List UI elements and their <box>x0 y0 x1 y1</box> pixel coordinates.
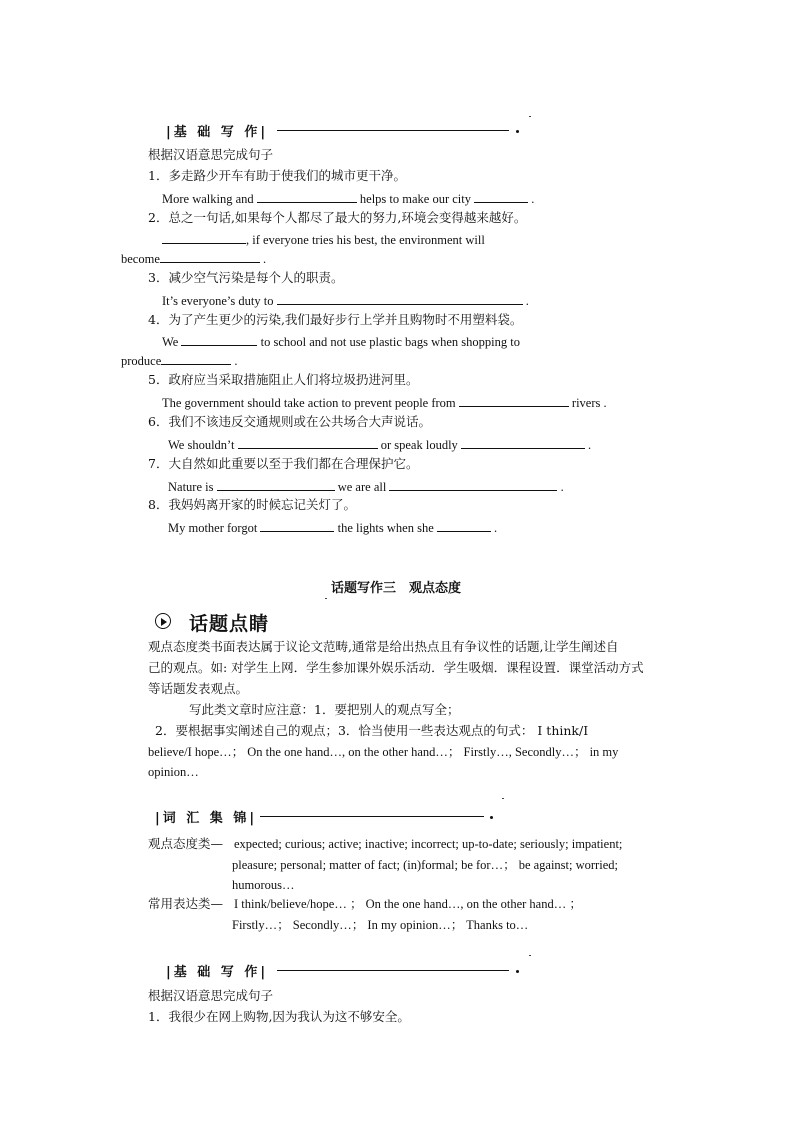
item-1-text-b: helps to make our city <box>359 192 471 206</box>
item-2-chinese: 2．总之一句话,如果每个人都尽了最大的努力,环境会变得越来越好。 <box>148 210 527 225</box>
topic-focus-header: 话题点睛 <box>189 613 270 635</box>
item-2-text-b: become <box>121 252 160 266</box>
item-4-chinese: 4．为了产生更少的污染,我们最好步行上学并且购物时不用塑料袋。 <box>148 312 523 327</box>
page-mark <box>325 598 327 599</box>
vocab-row-2-line-2: Firstly…； Secondly…； In my opinion…； Thanks to… <box>232 918 529 932</box>
vocab-row-1-line-1: expected; curious; active; inactive; incorrect; up-to-date; seriously; impatient; <box>234 837 623 851</box>
focus-paragraph-1-line-2: 己的观点。如: 对学生上网．学生参加课外娱乐活动．学生吸烟．课程设置．课堂活动方式 <box>148 660 644 675</box>
item-6-blank-2[interactable] <box>461 436 585 449</box>
section-header-basic-writing: |基 础 写 作| <box>166 125 269 140</box>
focus-paragraph-1-line-3: 等话题发表观点。 <box>148 681 249 696</box>
item-1-chinese: 1．多走路少开车有助于使我们的城市更干净。 <box>148 168 406 183</box>
page-mark <box>529 955 531 956</box>
item-6-blank-1[interactable] <box>238 436 378 449</box>
page-mark <box>529 116 531 117</box>
item-7-chinese: 7．大自然如此重要以至于我们都在合理保护它。 <box>148 456 419 471</box>
item-1-blank-2[interactable] <box>474 190 528 203</box>
item-5-blank-1[interactable] <box>459 394 569 407</box>
item-8-text-b: the lights when she <box>337 521 434 535</box>
focus-paragraph-2-line-4: opinion… <box>148 765 199 779</box>
item-5-text-a: The government should take action to prevent people from <box>162 396 456 410</box>
rule-dot <box>490 816 493 819</box>
item-2-english <box>162 231 485 248</box>
vocab-row-1-line-2: pleasure; personal; matter of fact; (in)formal; be for…； be against; worried; <box>232 858 618 872</box>
item-6-text-a: We shouldn’t <box>168 438 235 452</box>
item-8-text-a: My mother forgot <box>168 521 258 535</box>
section-rule <box>277 130 509 131</box>
item-2-english-cont: become . <box>121 252 267 266</box>
focus-paragraph-2-line-1: 写此类文章时应注意：1．要把别人的观点写全； <box>189 702 460 717</box>
item-7-text-a: Nature is <box>168 480 214 494</box>
vocab-row-2-label: 常用表达类— <box>148 896 224 911</box>
section-2-item-1-chinese: 1．我很少在网上购物,因为我认为这不够安全。 <box>148 1009 410 1024</box>
vocab-row-1-label: 观点态度类— <box>148 836 224 851</box>
item-5-english: The government should take action to prevent people from rivers . <box>162 396 607 410</box>
section-header-vocabulary: |词 汇 集 锦| <box>155 811 258 826</box>
vocab-row-2-line-1: I think/believe/hope… ； On the one hand…, on the other hand… ； <box>234 897 582 911</box>
item-6-chinese: 6．我们不该违反交通规则或在公共场合大声说话。 <box>148 414 431 429</box>
item-6-english: We shouldn’t or speak loudly . <box>168 438 592 452</box>
item-7-text-b: we are all <box>337 480 387 494</box>
item-4-text-c: produce <box>121 354 162 368</box>
item-2-blank-1[interactable] <box>162 231 246 244</box>
focus-paragraph-2-line-2: 2．要根据事实阐述自己的观点；3．恰当使用一些表达观点的句式： I think/I <box>155 723 589 738</box>
section-rule <box>260 816 484 817</box>
rule-dot <box>516 130 519 133</box>
play-circle-icon <box>155 613 171 629</box>
item-1-english: More walking and helps to make our city . <box>162 192 535 206</box>
item-8-blank-1[interactable] <box>260 519 334 532</box>
item-4-english-cont: produce . <box>121 354 238 368</box>
section-header-basic-writing-2: |基 础 写 作| <box>166 965 269 980</box>
vocab-row-1-line-3: humorous… <box>232 878 295 892</box>
item-5-text-b: rivers <box>571 396 601 410</box>
focus-paragraph-2-line-3: believe/I hope…； On the one hand…, on the other hand…； Firstly…, Secondly…； in my <box>148 745 619 759</box>
item-1-blank-1[interactable] <box>257 190 357 203</box>
item-7-blank-2[interactable] <box>389 478 557 491</box>
item-7-english: Nature is we are all . <box>168 480 564 494</box>
item-5-chinese: 5．政府应当采取措施阻止人们将垃圾扔进河里。 <box>148 372 419 387</box>
item-8-chinese: 8．我妈妈离开家的时候忘记关灯了。 <box>148 497 356 512</box>
instruction: 根据汉语意思完成句子 <box>148 147 274 162</box>
item-8-english: My mother forgot the lights when she . <box>168 521 498 535</box>
rule-dot <box>516 970 519 973</box>
item-4-text-b: to school and not use plastic bags when shopping to <box>260 335 520 349</box>
item-3-chinese: 3．减少空气污染是每个人的职责。 <box>148 270 344 285</box>
item-6-text-b: or speak loudly <box>380 438 458 452</box>
item-3-blank-1[interactable] <box>277 292 523 305</box>
item-7-blank-1[interactable] <box>217 478 335 491</box>
item-3-english: It’s everyone’s duty to . <box>162 294 529 308</box>
item-3-text-a: It’s everyone’s duty to <box>162 294 274 308</box>
focus-paragraph-1-line-1: 观点态度类书面表达属于议论文范畴,通常是给出热点且有争议性的话题,让学生阐述自 <box>148 639 619 654</box>
item-8-blank-2[interactable] <box>437 519 491 532</box>
item-2-blank-2[interactable] <box>160 250 260 263</box>
section-rule <box>277 970 509 971</box>
page-mark <box>502 798 504 799</box>
item-4-blank-1[interactable] <box>181 333 257 346</box>
item-4-english <box>162 333 520 350</box>
item-2-text-a: , if everyone tries his best, the environment will <box>246 233 485 247</box>
item-4-text-a: We <box>162 335 179 349</box>
topic-title: 话题写作三 观点态度 <box>331 581 462 596</box>
item-1-text-a: More walking and <box>162 192 254 206</box>
instruction-2: 根据汉语意思完成句子 <box>148 988 274 1003</box>
item-4-blank-2[interactable] <box>161 352 231 365</box>
